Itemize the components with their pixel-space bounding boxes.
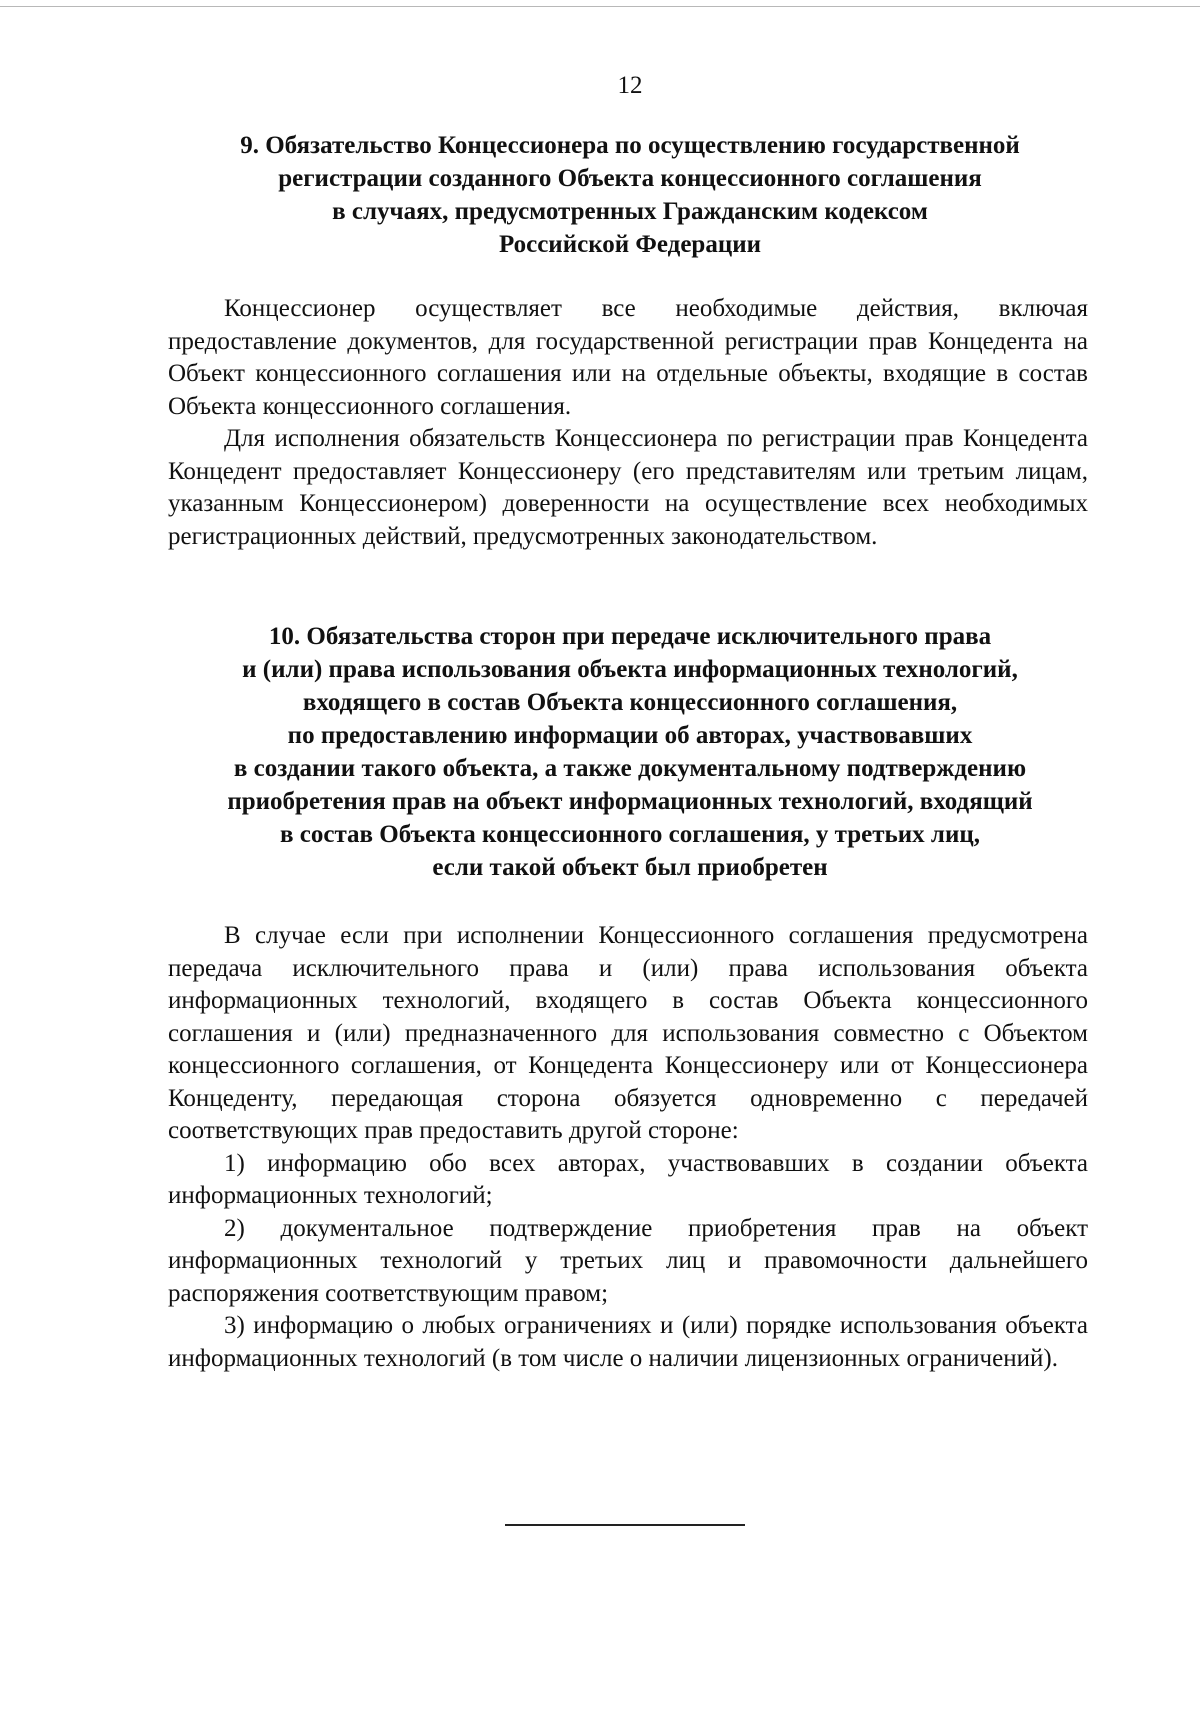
section-10-heading-line: в состав Объекта концессионного соглашения, у третьих лиц,	[280, 821, 980, 848]
section-10-body	[168, 920, 1088, 1375]
section-10-heading-line: в создании такого объекта, а также документальному подтверждению	[233, 755, 1027, 782]
end-of-document-rule	[505, 1524, 745, 1526]
list-item-2: 2) документальное подтверждение приобретения прав на объект информационных технологий у третьих лиц и правомочности дальнейшего распоряжения соответствующим правом;	[168, 1214, 1088, 1307]
section-10-heading-line: входящего в состав Объекта концессионного соглашения,	[302, 689, 958, 716]
section-9-paragraph: Концессионер осуществляет все необходимые действия, включая предоставление документов, для государственной регистрации прав Концедента на Объект концессионного соглашения или на отдельные объекты, входящие в состав Объекта концессионного соглашения.	[168, 295, 1088, 420]
section-10-heading-line: приобретения прав на объект информационных технологий, входящий	[227, 788, 1033, 815]
section-9-paragraph: Для исполнения обязательств Концессионера по регистрации прав Концедента Концедент предоставляет Концессионеру (его представителям или третьим лицам, указанным Концессионером) доверенности на осуществление всех необходимых регистрационных действий, предусмотренных законодательством.	[168, 425, 1088, 550]
page-number: 12	[617, 72, 643, 99]
section-9-body	[168, 293, 1088, 553]
section-10-heading	[165, 620, 1095, 884]
section-10-paragraph: В случае если при исполнении Концессионного соглашения предусмотрена передача исключительного права и (или) права использования объекта информационных технологий, входящего в состав Объекта концессионного соглашения и (или) предназначенного для использования совместно с Объектом концессионного соглашения, от Концедента Концессионеру или от Концессионера Концеденту, передающая сторона обязуется одновременно с передачей соответствующих прав предоставить другой стороне:	[168, 922, 1088, 1144]
list-item-3: 3) информацию о любых ограничениях и (или) порядке использования объекта информационных технологий (в том числе о наличии лицензионных ограничений).	[168, 1312, 1088, 1372]
section-9-heading-line: 9. Обязательство Концессионера по осуществлению государственной	[240, 132, 1020, 159]
section-10-heading-line: если такой объект был приобретен	[432, 854, 828, 881]
section-9-heading-line: в случаях, предусмотренных Гражданским кодексом	[332, 198, 928, 225]
section-10-heading-line: и (или) права использования объекта информационных технологий,	[242, 656, 1018, 683]
section-9-heading-line: регистрации созданного Объекта концессионного соглашения	[278, 165, 982, 192]
scan-top-edge	[0, 6, 1200, 7]
list-item-1: 1) информацию обо всех авторах, участвовавших в создании объекта информационных технологий;	[168, 1149, 1088, 1209]
section-10-heading-line: 10. Обязательства сторон при передаче исключительного права	[268, 623, 992, 650]
section-10-heading-line: по предоставлению информации об авторах, участвовавших	[287, 722, 973, 749]
section-9-heading-line: Российской Федерации	[498, 231, 762, 258]
section-9-heading	[165, 129, 1095, 261]
